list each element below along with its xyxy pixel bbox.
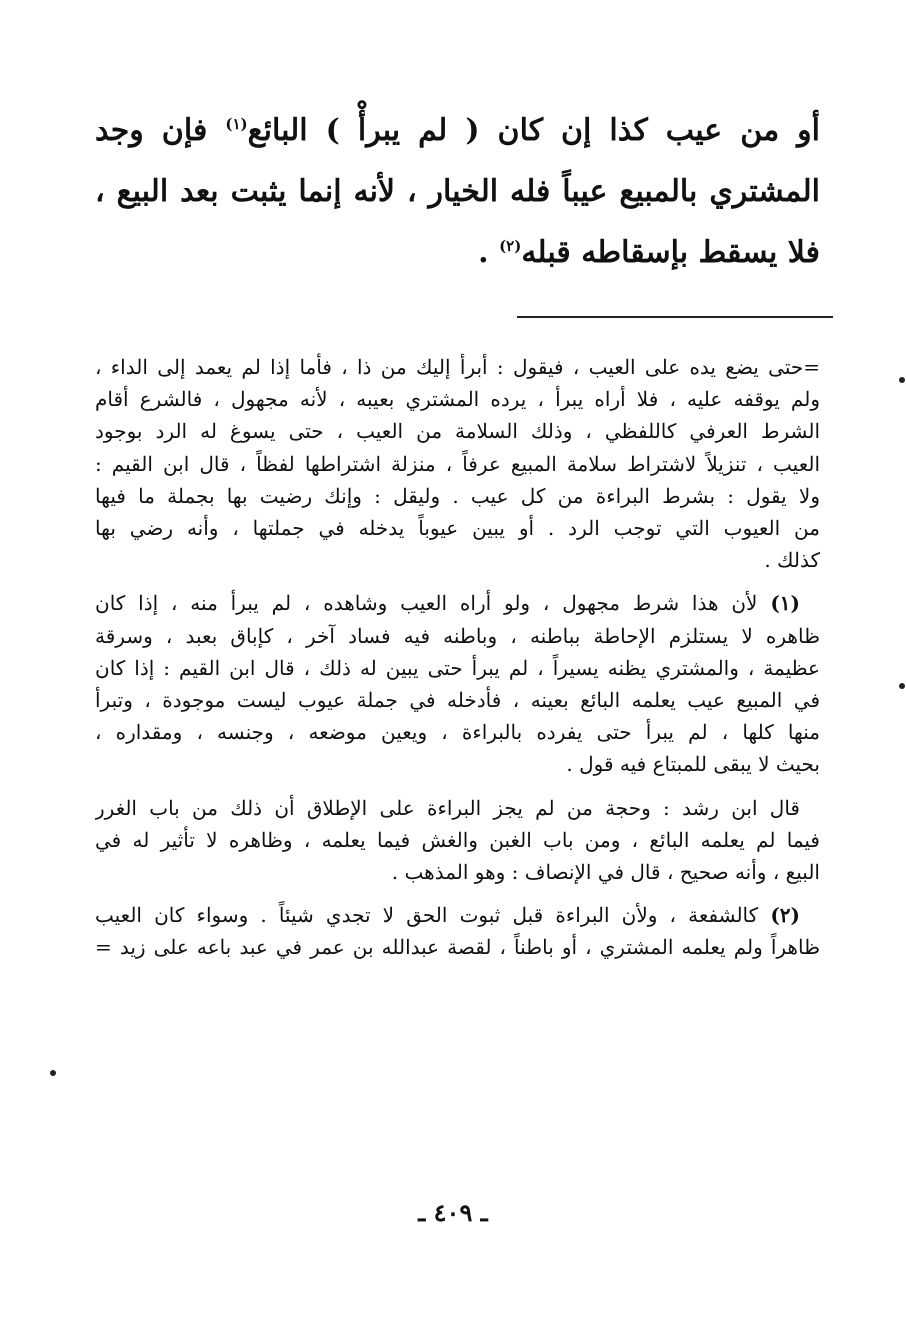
footnotes — [95, 351, 820, 964]
footnote-2-number: (٢) — [770, 903, 800, 928]
footnote-line: عظيمة ، والمشتري يظنه يسيراً ، لم يبرأ حتى يبين له ذلك ، قال ابن القيم : إذا كان — [95, 655, 820, 680]
footnote-line: منها كلها ، لم يبرأ حتى يفرده بالبراءة ، ويعين موضعه ، وجنسه ، ومقداره ، — [95, 720, 820, 745]
footnote-line: من العيوب التي توجب الرد . أو يبين عيوباً يدخله في جملتها ، وأنه رضي بها — [95, 516, 820, 541]
page-number: ـ ٤٠٩ ـ — [418, 1198, 488, 1227]
footnote-line — [95, 587, 820, 619]
footnote-line: ولا يقول : بشرط البراءة من كل عيب . وليقل : وإنك رضيت بها بجملة ما فيها — [95, 483, 820, 508]
footnote-continued — [95, 351, 820, 576]
footnote-line — [95, 792, 820, 824]
footnote-2-line-1: كالشفعة ، ولأن البراءة قبل ثبوت الحق لا تجدي شيئاً . وسواء كان العيب — [95, 903, 759, 928]
footnote-line — [95, 899, 820, 931]
main-text-part-3: . — [478, 235, 489, 270]
margin-dot — [50, 1070, 56, 1076]
ibn-rushd-line-1: قال ابن رشد : وحجة من لم يجز البراءة على الإطلاق أن ذلك من باب الغرر — [95, 795, 800, 820]
footnote-line: الشرط العرفي كاللفظي ، وذلك السلامة من العيب ، حتى يسوغ له الرد بوجود — [95, 419, 820, 444]
footnote-line: البيع ، وأنه صحيح ، قال في الإنصاف : وهو المذهب . — [391, 860, 820, 885]
footnote-2 — [95, 899, 820, 963]
footnote-1-line-1: لأن هذا شرط مجهول ، ولو أراه العيب وشاهده ، لم يبرأ منه ، إذا كان — [95, 591, 758, 616]
margin-dot — [899, 683, 905, 689]
footnote-ref-1: (١) — [225, 115, 248, 133]
footnote-line: ظاهراً ولم يعلمه المشتري ، أو باطناً ، لقصة عبدالله بن عمر في عبد باعه على زيد = — [95, 935, 820, 960]
footnote-ref-2: (٢) — [499, 237, 522, 255]
main-text-part-1: أو من عيب كذا إن كان ( لم يبرأْ ) البائع — [247, 113, 820, 148]
footnote-line: كذلك . — [764, 548, 820, 573]
footnote-ibn-rushd — [95, 792, 820, 889]
footnote-separator — [517, 316, 833, 318]
margin-dot — [899, 377, 905, 383]
footnote-line: فيما لم يعلمه البائع ، ومن باب الغبن والغش فيما يعلمه ، وظاهره لا تأثير له في — [95, 827, 820, 852]
footnote-1-number: (١) — [770, 591, 801, 616]
footnote-line: =حتى يضع يده على العيب ، فيقول : أبرأ إليك من ذا ، فأما إذا لم يعمد إلى الداء ، — [95, 355, 820, 379]
footnote-line: العيب ، تنزيلاً لاشتراط سلامة المبيع عرفاً ، منزلة اشتراطها لفظاً ، قال ابن القيم : — [95, 451, 820, 476]
footnote-line: في المبيع عيب يعلمه البائع بعينه ، فأدخله في جملة عيوب ليست موجودة ، وتبرأ — [95, 688, 820, 713]
main-text-part-2: فإن وجد المشتري بالمبيع عيباً فله الخيار ، لأنه إنما يثبت بعد البيع ، فلا يسقط بإسقاطه قبله — [95, 113, 820, 270]
main-paragraph — [95, 100, 820, 283]
footnote-line: ولم يوقفه عليه ، فلا أراه يبرأ ، يرده المشتري بعيبه ، لأنه مجهول ، فالشرع أقام — [95, 387, 820, 412]
main-text — [95, 100, 820, 283]
footnote-1 — [95, 587, 820, 780]
footnote-line: ظاهره لا يستلزم الإحاطة بباطنه ، وباطنه فيه فساد آخر ، كإباق بعبد ، وسرقة — [95, 623, 820, 648]
footnote-line: بحيث لا يبقى للمبتاع فيه قول . — [566, 752, 820, 777]
